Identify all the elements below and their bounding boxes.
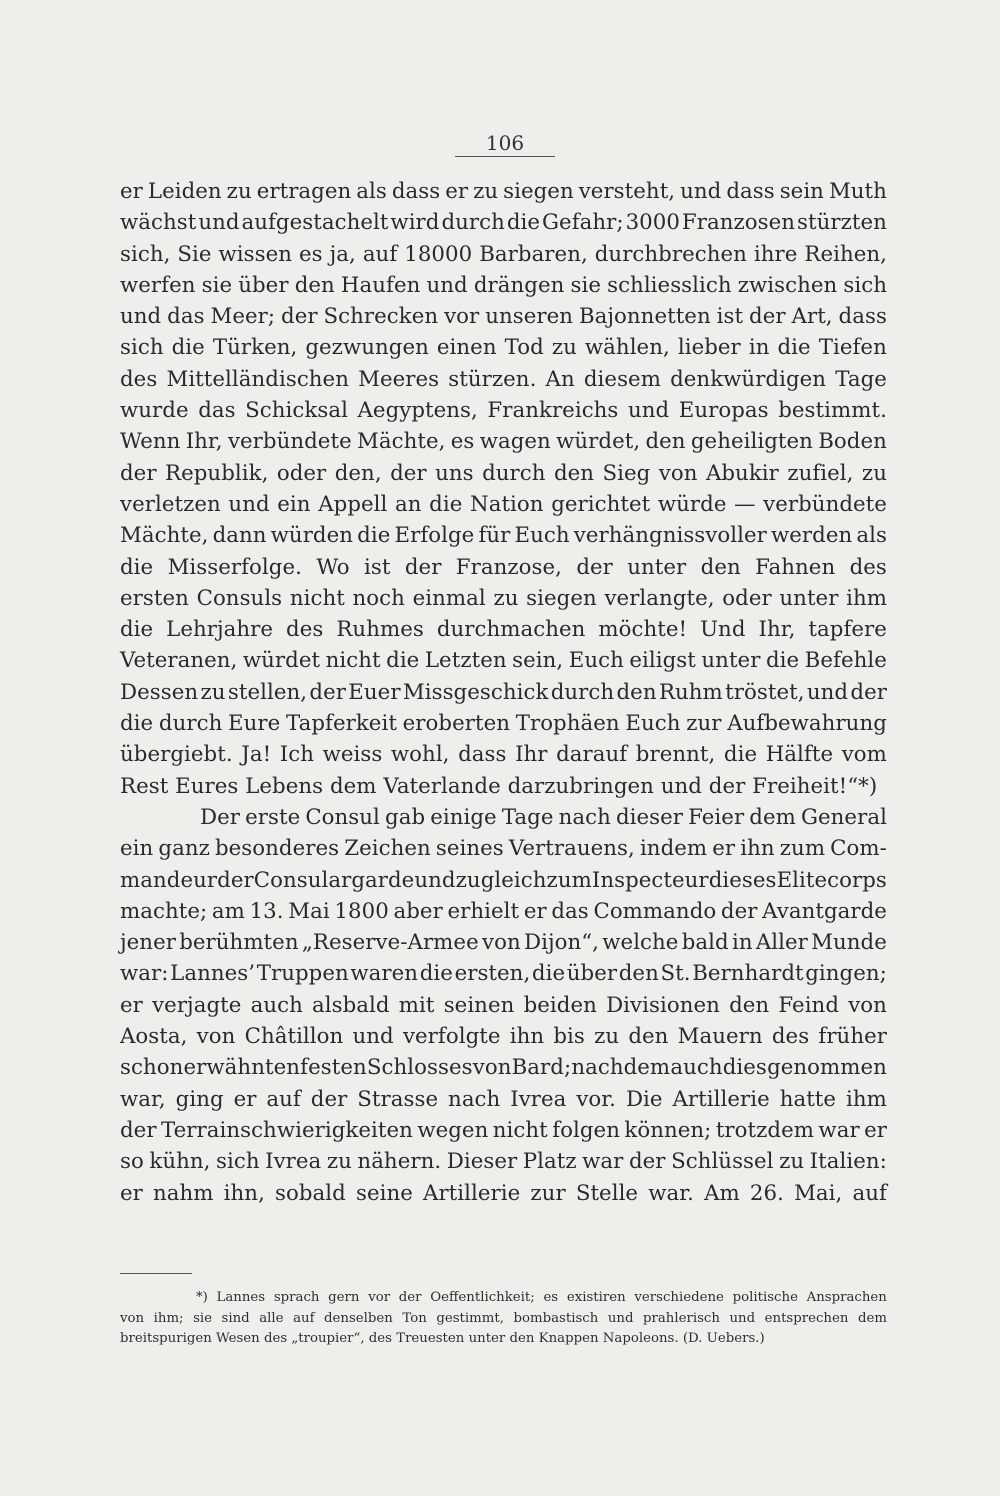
text-line: war, ging er auf der Strasse nach Ivrea vor. Die Artillerie hatte ihm	[120, 1086, 887, 1112]
text-line: ein ganz besonderes Zeichen seines Vertrauens, indem er ihn zum Com-	[120, 836, 887, 862]
text-line: wächst und aufgestachelt wird durch die Gefahr; 3000 Franzosen stürzten	[120, 210, 887, 236]
page-number-rule	[455, 156, 555, 157]
text-line: schon erwähnten festen Schlosses von Bard; nachdem auch dies genommen	[120, 1055, 887, 1081]
footnote-line: von ihm; sie sind alle auf denselben Ton gestimmt, bombastisch und prahlerisch und entsprechen dem	[120, 1310, 887, 1326]
text-line: Mächte, dann würden die Erfolge für Euch verhängnissvoller werden als	[120, 523, 887, 549]
text-line: Dessen zu stellen, der Euer Missgeschick durch den Ruhm tröstet, und der	[120, 679, 887, 705]
text-line: die durch Eure Tapferkeit eroberten Trophäen Euch zur Aufbewahrung	[120, 711, 887, 737]
text-line: des Mittelländischen Meeres stürzen. An diesem denkwürdigen Tage	[120, 366, 887, 392]
text-line: die Misserfolge. Wo ist der Franzose, der unter den Fahnen des	[120, 554, 887, 580]
footnote-rule	[120, 1273, 192, 1274]
text-line: wurde das Schicksal Aegyptens, Frankreichs und Europas bestimmt.	[120, 398, 887, 424]
text-line: die Lehrjahre des Ruhmes durchmachen möchte! Und Ihr, tapfere	[120, 617, 887, 643]
text-line: Aosta, von Châtillon und verfolgte ihn bis zu den Mauern des früher	[120, 1024, 887, 1050]
text-line: war: Lannes’ Truppen waren die ersten, die über den St. Bernhardt gingen;	[120, 961, 887, 987]
text-line: sich, Sie wissen es ja, auf 18000 Barbaren, durchbrechen ihre Reihen,	[120, 241, 887, 267]
text-line: ersten Consuls nicht noch einmal zu siegen verlangte, oder unter ihm	[120, 585, 887, 611]
text-line: sich die Türken, gezwungen einen Tod zu wählen, lieber in die Tiefen	[120, 335, 887, 361]
footnote-line: breitspurigen Wesen des „troupier“, des Treuesten unter den Knappen Napoleons. (D. Uebers.)	[120, 1331, 765, 1346]
text-line: der Terrainschwierigkeiten wegen nicht folgen können; trotzdem war er	[120, 1117, 887, 1143]
text-line: übergiebt. Ja! Ich weiss wohl, dass Ihr darauf brennt, die Hälfte vom	[120, 742, 887, 768]
page-number: 106	[485, 131, 525, 155]
paragraph-end-line: Rest Eures Lebens dem Vaterlande darzubringen und der Freiheit!“*)	[120, 773, 878, 799]
text-line: machte; am 13. Mai 1800 aber erhielt er das Commando der Avantgarde	[120, 898, 887, 924]
body-text	[120, 176, 887, 1209]
text-line: Wenn Ihr, verbündete Mächte, es wagen würdet, den geheiligten Boden	[120, 429, 887, 455]
text-line: verletzen und ein Appell an die Nation gerichtet würde — verbündete	[120, 491, 887, 517]
text-line: jener berühmten „Reserve-Armee von Dijon“, welche bald in Aller Munde	[120, 930, 887, 956]
text-line: er Leiden zu ertragen als dass er zu siegen versteht, und dass sein Muth	[120, 179, 887, 204]
text-line: mandeur der Consulargarde und zugleich zum Inspecteur dieses Elitecorps	[120, 867, 887, 893]
footnote-line: *) Lannes sprach gern vor der Oeffentlichkeit; es existiren verschiedene politische Ansprachen	[196, 1290, 887, 1305]
text-line: Veteranen, würdet nicht die Letzten sein, Euch eiligst unter die Befehle	[120, 648, 887, 674]
footnote	[120, 1288, 887, 1350]
text-line: und das Meer; der Schrecken vor unseren Bajonnetten ist der Art, dass	[120, 304, 887, 330]
text-line: so kühn, sich Ivrea zu nähern. Dieser Platz war der Schlüssel zu Italien:	[120, 1149, 887, 1175]
text-line: er nahm ihn, sobald seine Artillerie zur Stelle war. Am 26. Mai, auf	[120, 1180, 887, 1206]
text-line: der Republik, oder den, der uns durch den Sieg von Abukir zufiel, zu	[120, 460, 887, 486]
paragraph-start-line: Der erste Consul gab einige Tage nach dieser Feier dem General	[200, 804, 887, 830]
text-line: er verjagte auch alsbald mit seinen beiden Divisionen den Feind von	[120, 992, 887, 1018]
text-line: werfen sie über den Haufen und drängen sie schliesslich zwischen sich	[120, 272, 887, 298]
